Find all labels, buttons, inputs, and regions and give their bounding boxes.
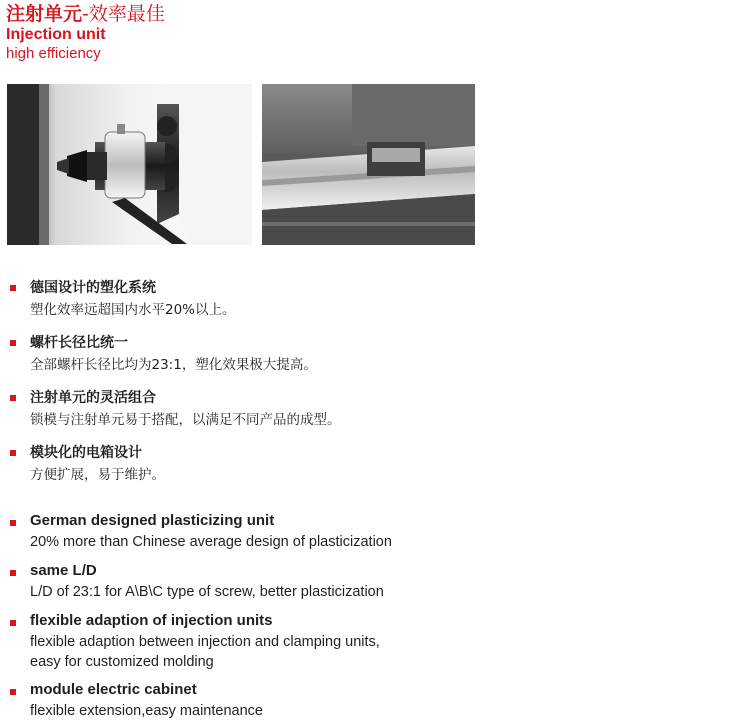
feature-desc: L/D of 23:1 for A\B\C type of screw, better plasticization (30, 584, 384, 600)
bullet-icon (10, 620, 16, 626)
bullet-icon (10, 520, 16, 526)
page-title-cn-suffix: -效率最佳 (82, 3, 165, 25)
feature-desc: 锁模与注射单元易于搭配，以满足不同产品的成型。 (30, 412, 341, 428)
page-title-cn (6, 2, 165, 26)
bullet-icon (10, 395, 16, 401)
feature-title: 螺杆长径比统一 (30, 335, 128, 351)
page-title-cn-main: 注射单元 (6, 3, 83, 25)
feature-title: 德国设计的塑化系统 (30, 280, 156, 296)
injection-nozzle-photo (7, 84, 252, 245)
feature-desc: easy for customized molding (30, 654, 214, 670)
feature-title: 模块化的电箱设计 (30, 445, 142, 461)
feature-title: 注射单元的灵活组合 (30, 390, 156, 406)
feature-desc: 塑化效率远超国内水平20%以上。 (30, 302, 236, 318)
feature-title: German designed plasticizing unit (30, 512, 275, 529)
bullet-icon (10, 450, 16, 456)
feature-desc: 方便扩展，易于维护。 (30, 467, 165, 483)
page-subtitle-en: high efficiency (6, 45, 101, 62)
bullet-icon (10, 689, 16, 695)
feature-title: flexible adaption of injection units (30, 612, 273, 629)
feature-desc: flexible adaption between injection and clamping units, (30, 634, 380, 650)
feature-desc: 全部螺杆长径比均为23:1，塑化效果极大提高。 (30, 357, 317, 373)
bullet-icon (10, 340, 16, 346)
bullet-icon (10, 285, 16, 291)
feature-title: same L/D (30, 562, 97, 579)
page-title-en: Injection unit (6, 26, 106, 43)
linear-guide-photo (262, 84, 475, 245)
feature-desc: flexible extension,easy maintenance (30, 703, 263, 719)
feature-title: module electric cabinet (30, 681, 197, 698)
feature-desc: 20% more than Chinese average design of plasticization (30, 534, 392, 550)
bullet-icon (10, 570, 16, 576)
